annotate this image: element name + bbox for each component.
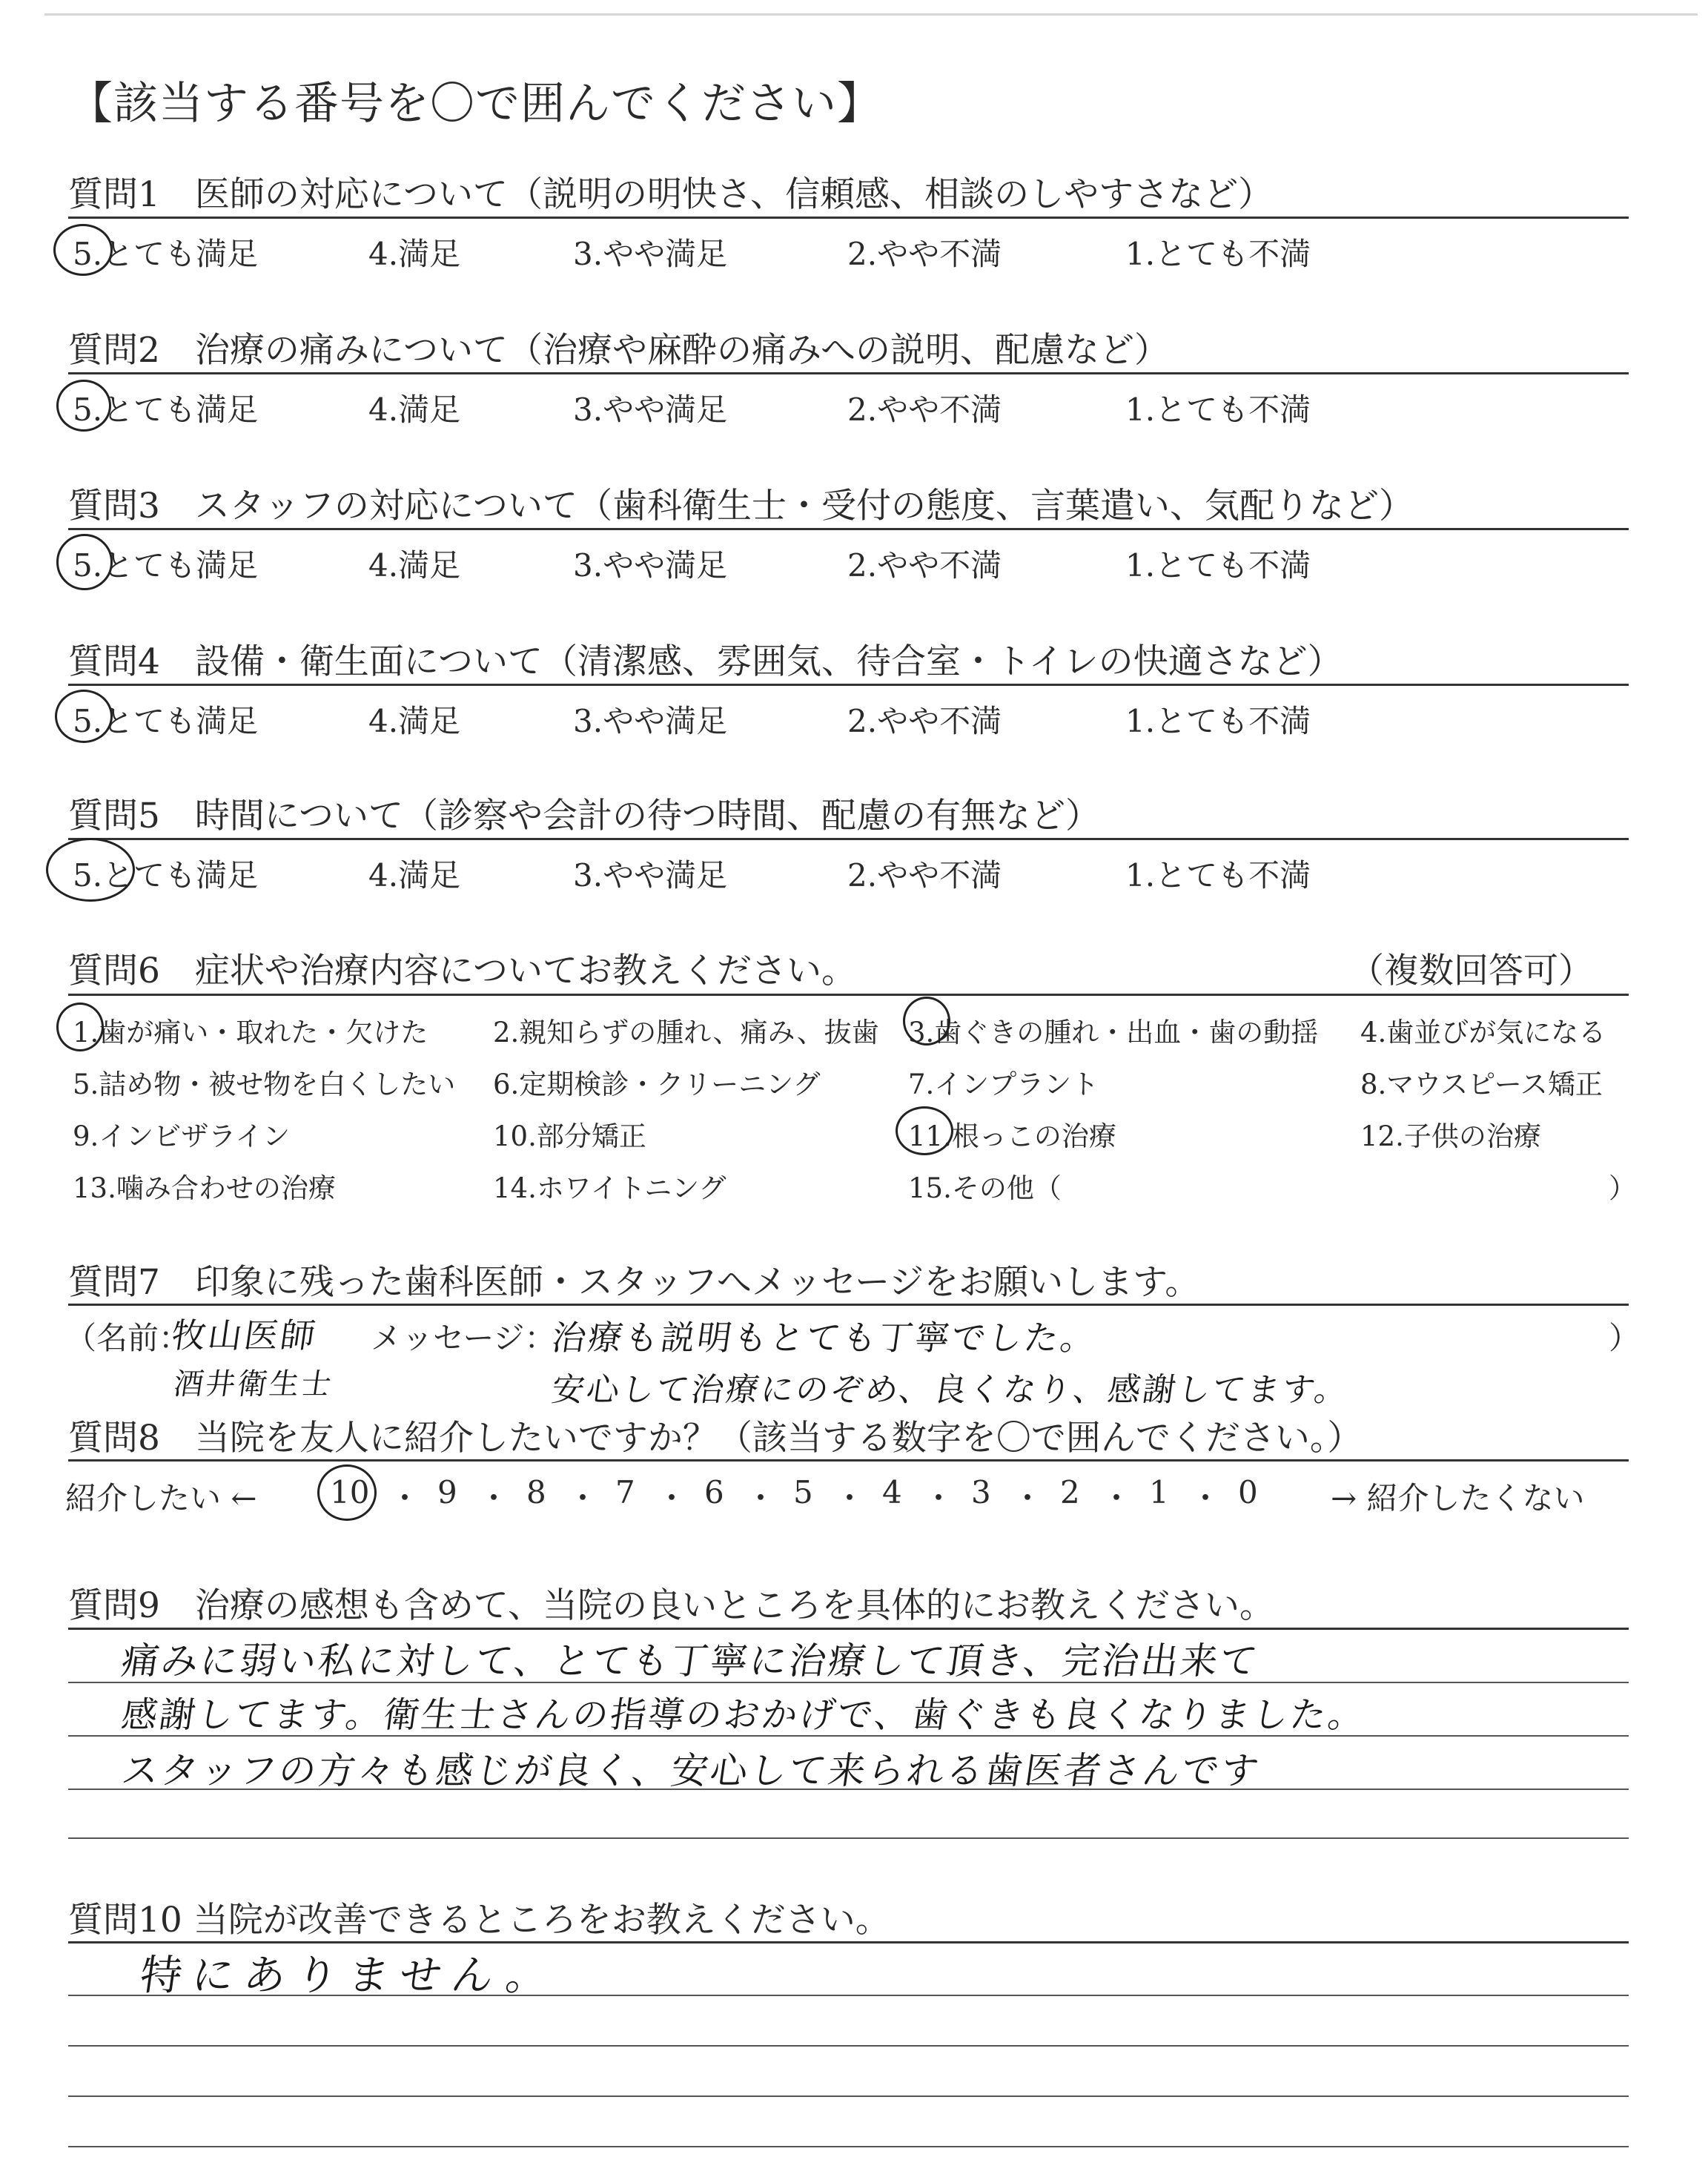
- q8-number-4[interactable]: 4: [882, 1474, 902, 1510]
- q3-option-3[interactable]: 3.やや満足: [573, 547, 728, 584]
- q7-name-label: （名前：: [65, 1320, 191, 1356]
- q7-handwritten-name-2: 酒井衛生士: [171, 1367, 336, 1401]
- q6-option-12[interactable]: 12.子供の治療: [1360, 1120, 1541, 1152]
- page-top-border: [44, 13, 1698, 16]
- q4-option-2[interactable]: 2.やや不満: [847, 703, 1002, 739]
- q2-option-2[interactable]: 2.やや不満: [847, 392, 1002, 428]
- q7-message-label: メッセージ：: [371, 1320, 556, 1356]
- q8-number-7[interactable]: 7: [615, 1474, 635, 1510]
- q5-option-2[interactable]: 2.やや不満: [847, 857, 1002, 894]
- question-10-heading: 質問10 当院が改善できるところをお教えください。: [68, 1900, 890, 1941]
- q6-option-9[interactable]: 9.インビザライン: [73, 1120, 291, 1152]
- q5-option-4[interactable]: 4.満足: [368, 857, 461, 894]
- q6-selection-circle-3: [903, 997, 950, 1046]
- q6-selection-circle-1: [56, 1003, 104, 1051]
- q2-option-1[interactable]: 1.とても不満: [1125, 392, 1311, 428]
- q5-selection-circle: [46, 838, 135, 902]
- q8-right-label: → 紹介したくない: [1331, 1480, 1585, 1516]
- question-6-heading: 質問6 症状や治療内容についてお教えください。: [68, 951, 856, 991]
- q1-option-4[interactable]: 4.満足: [368, 236, 461, 272]
- question-5-heading: 質問5 時間について（診察や会計の待つ時間、配慮の有無など）: [68, 796, 1100, 836]
- q8-left-label: 紹介したい ←: [65, 1480, 257, 1516]
- question-2-rule: [68, 372, 1629, 374]
- q3-selection-circle: [56, 534, 113, 590]
- q6-option-8[interactable]: 8.マウスピース矯正: [1360, 1069, 1603, 1100]
- q7-handwritten-name-1: 牧山医師: [168, 1315, 320, 1355]
- q6-option-2[interactable]: 2.親知らずの腫れ、痛み、抜歯: [493, 1017, 879, 1048]
- q8-selection-circle: [317, 1464, 377, 1521]
- q8-dot: ・: [478, 1480, 510, 1516]
- q5-option-5[interactable]: 5.とても満足: [73, 857, 259, 894]
- q2-selection-circle: [56, 380, 111, 432]
- question-4-rule: [68, 684, 1629, 686]
- question-6-note: （複数回答可）: [1349, 951, 1593, 991]
- q8-dot: ・: [389, 1480, 421, 1516]
- question-3-rule: [68, 528, 1629, 530]
- q1-option-5[interactable]: 5.とても満足: [73, 236, 259, 272]
- q1-selection-circle: [53, 224, 113, 276]
- question-9-heading: 質問9 治療の感想も含めて、当院の良いところを具体的にお教えください。: [68, 1585, 1274, 1626]
- question-4-heading: 質問4 設備・衛生面について（清潔感、雰囲気、待合室・トイレの快適さなど）: [68, 641, 1343, 682]
- question-5-rule: [68, 838, 1629, 840]
- q6-option-6[interactable]: 6.定期検診・クリーニング: [493, 1069, 821, 1100]
- q6-option-3[interactable]: 3.歯ぐきの腫れ・出血・歯の動揺: [908, 1017, 1319, 1048]
- question-2-heading: 質問2 治療の痛みについて（治療や麻酔の痛みへの説明、配慮など）: [68, 330, 1170, 371]
- q6-option-13[interactable]: 13.噛み合わせの治療: [73, 1172, 336, 1204]
- q8-number-8[interactable]: 8: [526, 1474, 546, 1510]
- q8-number-0[interactable]: 0: [1238, 1474, 1258, 1510]
- q9-handwritten-line-3: スタッフの方々も感じが良く、安心して来られる歯医者さんです: [119, 1749, 1264, 1792]
- q10-line-2: [68, 2045, 1629, 2047]
- q4-option-4[interactable]: 4.満足: [368, 703, 461, 739]
- q1-option-2[interactable]: 2.やや不満: [847, 236, 1002, 272]
- q3-option-2[interactable]: 2.やや不満: [847, 547, 1002, 584]
- q5-option-1[interactable]: 1.とても不満: [1125, 857, 1311, 894]
- q3-option-5[interactable]: 5.とても満足: [73, 547, 259, 584]
- question-6-rule: [68, 994, 1629, 996]
- q6-option-14[interactable]: 14.ホワイトニング: [493, 1172, 726, 1204]
- q8-dot: ・: [1101, 1480, 1133, 1516]
- q6-option-1[interactable]: 1.歯が痛い・取れた・欠けた: [73, 1017, 428, 1048]
- q8-dot: ・: [834, 1480, 866, 1516]
- q8-number-9[interactable]: 9: [437, 1474, 457, 1510]
- q4-option-5[interactable]: 5.とても満足: [73, 703, 259, 739]
- question-3-heading: 質問3 スタッフの対応について（歯科衛生士・受付の態度、言葉遣い、気配りなど）: [68, 486, 1414, 526]
- q8-number-2[interactable]: 2: [1060, 1474, 1080, 1510]
- q2-option-3[interactable]: 3.やや満足: [573, 392, 728, 428]
- q10-line-3: [68, 2095, 1629, 2097]
- q6-option-15-close-paren: ）: [1609, 1172, 1636, 1204]
- q6-selection-circle-11: [896, 1106, 953, 1155]
- q6-option-11[interactable]: 11.根っこの治療: [908, 1120, 1116, 1152]
- q1-option-1[interactable]: 1.とても不満: [1125, 236, 1311, 272]
- q6-option-7[interactable]: 7.インプラント: [908, 1069, 1099, 1100]
- q9-handwritten-line-1: 痛みに弱い私に対して、とても丁寧に治療して頂き、完治出来て: [119, 1639, 1262, 1682]
- q4-selection-circle: [55, 690, 113, 743]
- q8-number-1[interactable]: 1: [1149, 1474, 1169, 1510]
- q8-dot: ・: [1012, 1480, 1044, 1516]
- question-1-rule: [68, 217, 1629, 219]
- question-7-rule: [68, 1304, 1629, 1306]
- q3-option-1[interactable]: 1.とても不満: [1125, 547, 1311, 584]
- q5-option-3[interactable]: 3.やや満足: [573, 857, 728, 894]
- q7-handwritten-message-1: 治療も説明もとても丁寧でした。: [549, 1318, 1100, 1358]
- q4-option-1[interactable]: 1.とても不満: [1125, 703, 1311, 739]
- q10-handwritten-answer: 特にありません。: [136, 1952, 562, 2000]
- question-7-heading: 質問7 印象に残った歯科医師・スタッフへメッセージをお願いします。: [68, 1262, 1200, 1303]
- q8-dot: ・: [745, 1480, 777, 1516]
- question-8-heading: 質問8 当院を友人に紹介したいですか？（該当する数字を〇で囲んでください。）: [68, 1418, 1363, 1459]
- q7-close-paren: ）: [1609, 1320, 1641, 1356]
- q8-dot: ・: [923, 1480, 955, 1516]
- q8-number-5[interactable]: 5: [793, 1474, 813, 1510]
- q8-number-10[interactable]: 10: [330, 1474, 370, 1510]
- question-1-heading: 質問1 医師の対応について（説明の明快さ、信頼感、相談のしやすさなど）: [68, 174, 1274, 215]
- question-9-rule: [68, 1628, 1629, 1630]
- page-title: 【該当する番号を〇で囲んでください】: [68, 78, 882, 130]
- q9-handwritten-line-2: 感謝してます。衛生士さんの指導のおかげで、歯ぐきも良くなりました。: [119, 1694, 1369, 1736]
- q9-line-4: [68, 1837, 1629, 1839]
- q8-number-6[interactable]: 6: [704, 1474, 724, 1510]
- q4-option-3[interactable]: 3.やや満足: [573, 703, 728, 739]
- q8-number-3[interactable]: 3: [971, 1474, 991, 1510]
- q2-option-5[interactable]: 5.とても満足: [73, 392, 259, 428]
- q6-option-4[interactable]: 4.歯並びが気になる: [1360, 1017, 1606, 1048]
- q2-option-4[interactable]: 4.満足: [368, 392, 461, 428]
- q3-option-4[interactable]: 4.満足: [368, 547, 461, 584]
- q8-dot: ・: [1190, 1480, 1222, 1516]
- q6-option-10[interactable]: 10.部分矯正: [493, 1120, 646, 1152]
- q8-dot: ・: [567, 1480, 599, 1516]
- q10-line-4: [68, 2146, 1629, 2147]
- q1-option-3[interactable]: 3.やや満足: [573, 236, 728, 272]
- q6-option-15[interactable]: 15.その他（: [908, 1172, 1062, 1204]
- q6-option-5[interactable]: 5.詰め物・被せ物を白くしたい: [73, 1069, 456, 1100]
- q8-dot: ・: [656, 1480, 688, 1516]
- q7-handwritten-message-2: 安心して治療にのぞめ、良くなり、感謝してます。: [549, 1371, 1352, 1409]
- question-8-rule: [68, 1459, 1629, 1462]
